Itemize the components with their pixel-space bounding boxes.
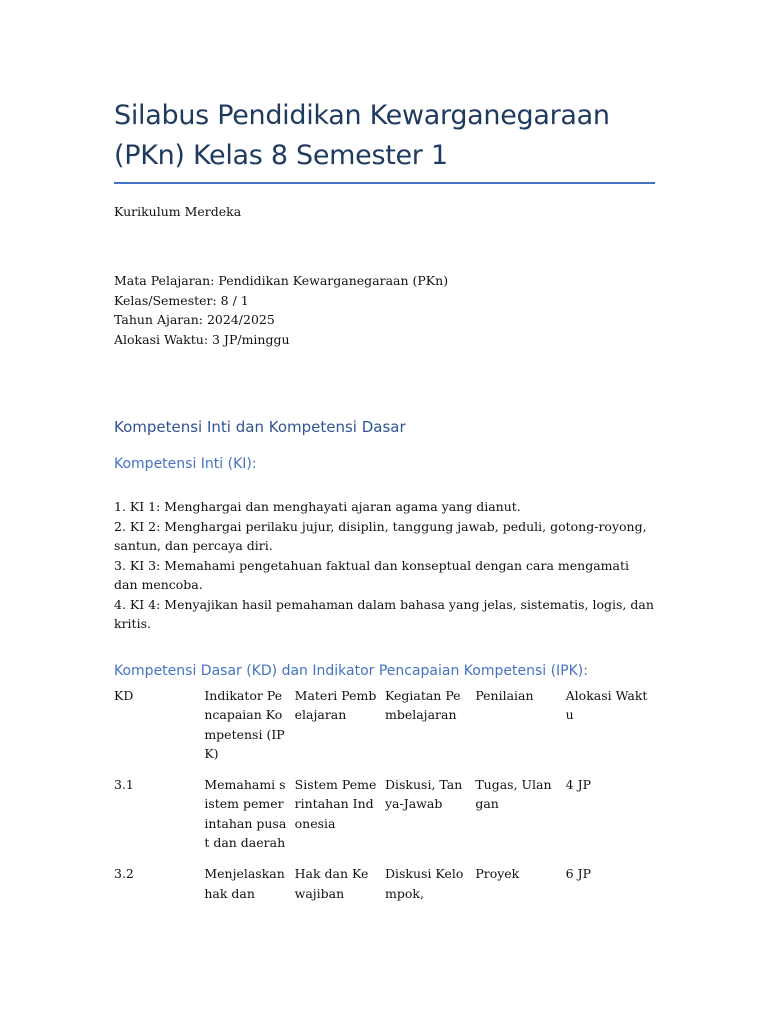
meta-school-year: Tahun Ajaran: 2024/2025 bbox=[114, 312, 275, 327]
table-cell: Diskusi Kelompok, bbox=[384, 866, 464, 901]
ki-heading: Kompetensi Inti (KI): bbox=[114, 456, 257, 472]
table-header-cell: KD bbox=[114, 688, 134, 703]
kd-heading: Kompetensi Dasar (KD) dan Indikator Pencapaian Kompetensi (IPK): bbox=[114, 663, 588, 679]
table-header-cell: Penilaian bbox=[475, 688, 534, 703]
table-header-cell: Alokasi Waktu bbox=[565, 688, 648, 723]
table-cell: Diskusi, Tanya-Jawab bbox=[384, 777, 463, 812]
title-underline bbox=[114, 182, 655, 184]
table-cell: 4 JP bbox=[565, 777, 591, 793]
list-item: 3. KI 3: Memahami pengetahuan faktual dan konseptual dengan cara mengamati dan mencoba. bbox=[114, 557, 629, 592]
list-item: 4. KI 4: Menyajikan hasil pemahaman dalam bahasa yang jelas, sistematis, logis, dan kritis. bbox=[114, 596, 654, 631]
ki-list bbox=[114, 497, 656, 634]
meta-subject: Mata Pelajaran: Pendidikan Kewarganegaraan (PKn) bbox=[114, 273, 449, 288]
list-item: 1. KI 1: Menghargai dan menghayati ajaran agama yang dianut. bbox=[114, 499, 521, 514]
table-cell: Hak dan Kewajiban bbox=[294, 866, 369, 901]
kd-table bbox=[114, 686, 656, 915]
table-row bbox=[114, 775, 656, 864]
table-header-row bbox=[114, 686, 656, 775]
table-header-cell: Kegiatan Pembelajaran bbox=[384, 688, 461, 723]
table-cell: Sistem Pemerintahan Indonesia bbox=[294, 777, 377, 831]
table-row bbox=[114, 864, 656, 915]
document-title: Silabus Pendidikan Kewarganegaraan (PKn) Kelas 8 Semester 1 bbox=[114, 100, 610, 171]
list-item: 2. KI 2: Menghargai perilaku jujur, disiplin, tanggung jawab, peduli, gotong-royong, santun, dan percaya diri. bbox=[114, 518, 647, 553]
document-page bbox=[114, 96, 656, 901]
table-header-cell: Materi Pembelajaran bbox=[294, 688, 377, 723]
table-cell: Menjelaskan hak dan bbox=[204, 866, 285, 901]
meta-time-allocation: Alokasi Waktu: 3 JP/minggu bbox=[114, 331, 290, 347]
subject-meta bbox=[114, 271, 448, 349]
curriculum-label: Kurikulum Merdeka bbox=[114, 204, 242, 219]
table-header-cell: Indikator Pencapaian Kompetensi (IPK) bbox=[204, 688, 285, 761]
table-cell: Proyek bbox=[475, 866, 520, 882]
table-cell: 3.1 bbox=[114, 777, 134, 793]
section-heading: Kompetensi Inti dan Kompetensi Dasar bbox=[114, 418, 406, 436]
table-cell: 3.2 bbox=[114, 866, 134, 882]
table-cell: Tugas, Ulangan bbox=[475, 777, 552, 812]
table-cell: Memahami sistem pemerintahan pusat dan daerah bbox=[204, 777, 287, 851]
table-cell: 6 JP bbox=[565, 866, 591, 882]
meta-class-semester: Kelas/Semester: 8 / 1 bbox=[114, 292, 249, 308]
